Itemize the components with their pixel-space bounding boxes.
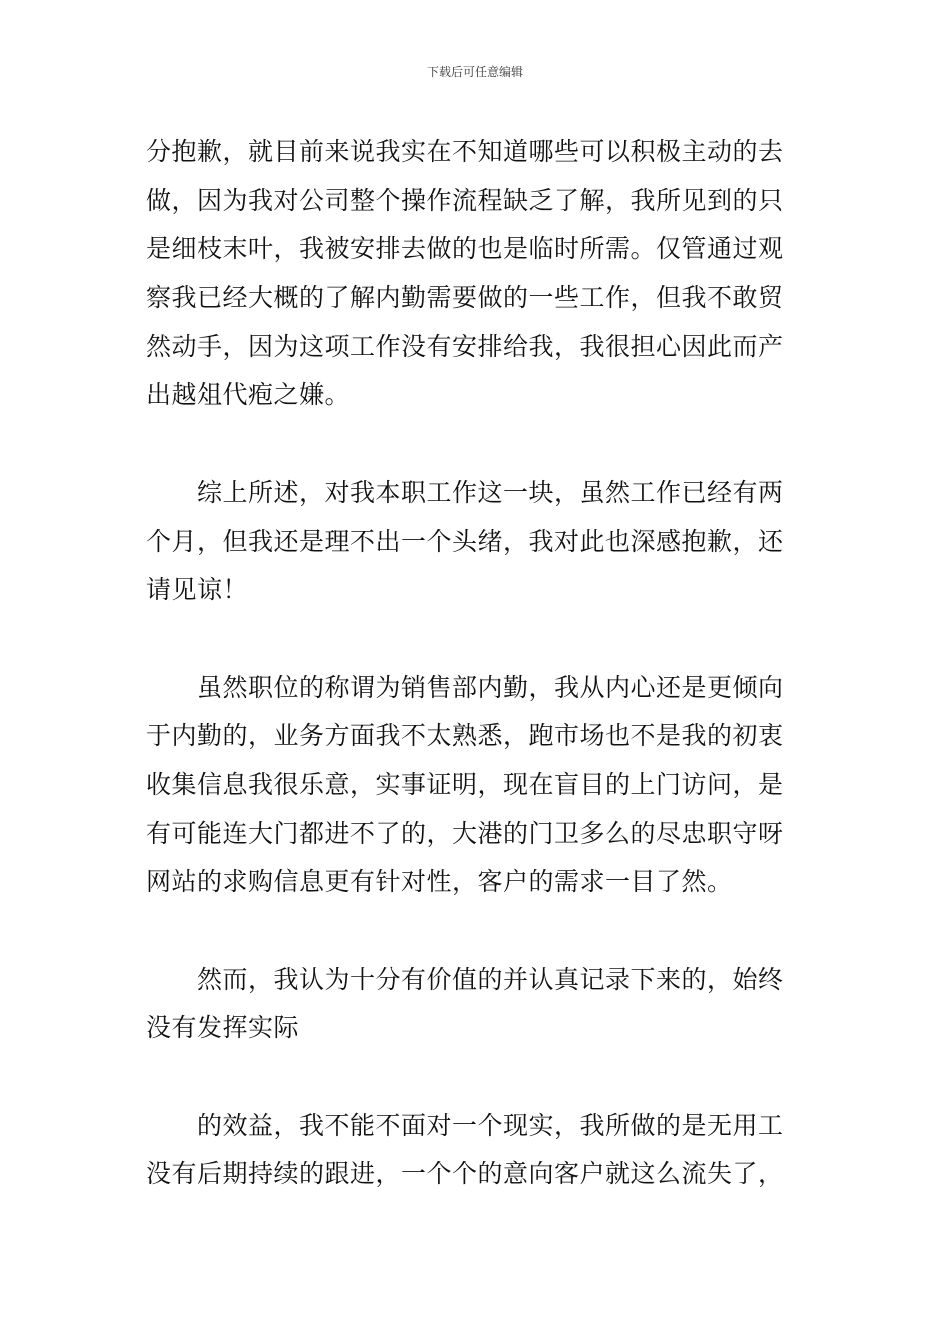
text-line: 是细枝末叶，我被安排去做的也是临时所需。仅管通过观 bbox=[146, 234, 784, 264]
paragraph-gap bbox=[146, 615, 811, 664]
text-line: 综上所述，对我本职工作这一块，虽然工作已经有两 bbox=[197, 477, 784, 507]
text-line: 收集信息我很乐意，实事证明，现在盲目的上门访问，是 bbox=[146, 769, 784, 799]
text-line: 于内勤的，业务方面我不太熟悉，跑市场也不是我的初衷 bbox=[146, 721, 784, 751]
page-header: 下载后可任意编辑 bbox=[426, 65, 523, 79]
text-line: 然而，我认为十分有价值的并认真记录下来的，始终 bbox=[197, 964, 784, 994]
text-line: 察我已经大概的了解内勤需要做的一些工作，但我不敢贸 bbox=[146, 283, 784, 313]
text-line: 没有发挥实际 bbox=[146, 1013, 300, 1043]
paragraph-4 bbox=[146, 956, 811, 1053]
text-line: 虽然职位的称谓为销售部内勤，我从内心还是更倾向 bbox=[197, 672, 784, 702]
text-line: 请见谅！ bbox=[146, 575, 249, 605]
paragraph-1 bbox=[146, 128, 811, 420]
text-line: 网站的求购信息更有针对性，客户的需求一目了然。 bbox=[146, 867, 733, 897]
text-line: 有可能连大门都进不了的，大港的门卫多么的尽忠职守呀 bbox=[146, 818, 784, 848]
text-line: 出越俎代疱之嫌。 bbox=[146, 380, 351, 410]
paragraph-2 bbox=[146, 469, 811, 615]
text-line: 分抱歉，就目前来说我实在不知道哪些可以积极主动的去 bbox=[146, 137, 784, 166]
text-line: 然动手，因为这项工作没有安排给我，我很担心因此而产 bbox=[146, 331, 784, 361]
paragraph-gap bbox=[146, 907, 811, 956]
text-line: 的效益，我不能不面对一个现实，我所做的是无用工 bbox=[197, 1110, 784, 1140]
paragraph-3 bbox=[146, 664, 811, 907]
text-line: 个月，但我还是理不出一个头绪，我对此也深感抱歉，还 bbox=[146, 526, 784, 556]
paragraph-gap bbox=[146, 420, 811, 469]
text-line: 没有后期持续的跟进，一个个的意向客户就这么流失了， bbox=[146, 1159, 784, 1189]
paragraph-5 bbox=[146, 1102, 811, 1199]
text-line: 做，因为我对公司整个操作流程缺乏了解，我所见到的只 bbox=[146, 185, 784, 215]
paragraph-gap bbox=[146, 1053, 811, 1102]
document-body bbox=[146, 128, 811, 1199]
